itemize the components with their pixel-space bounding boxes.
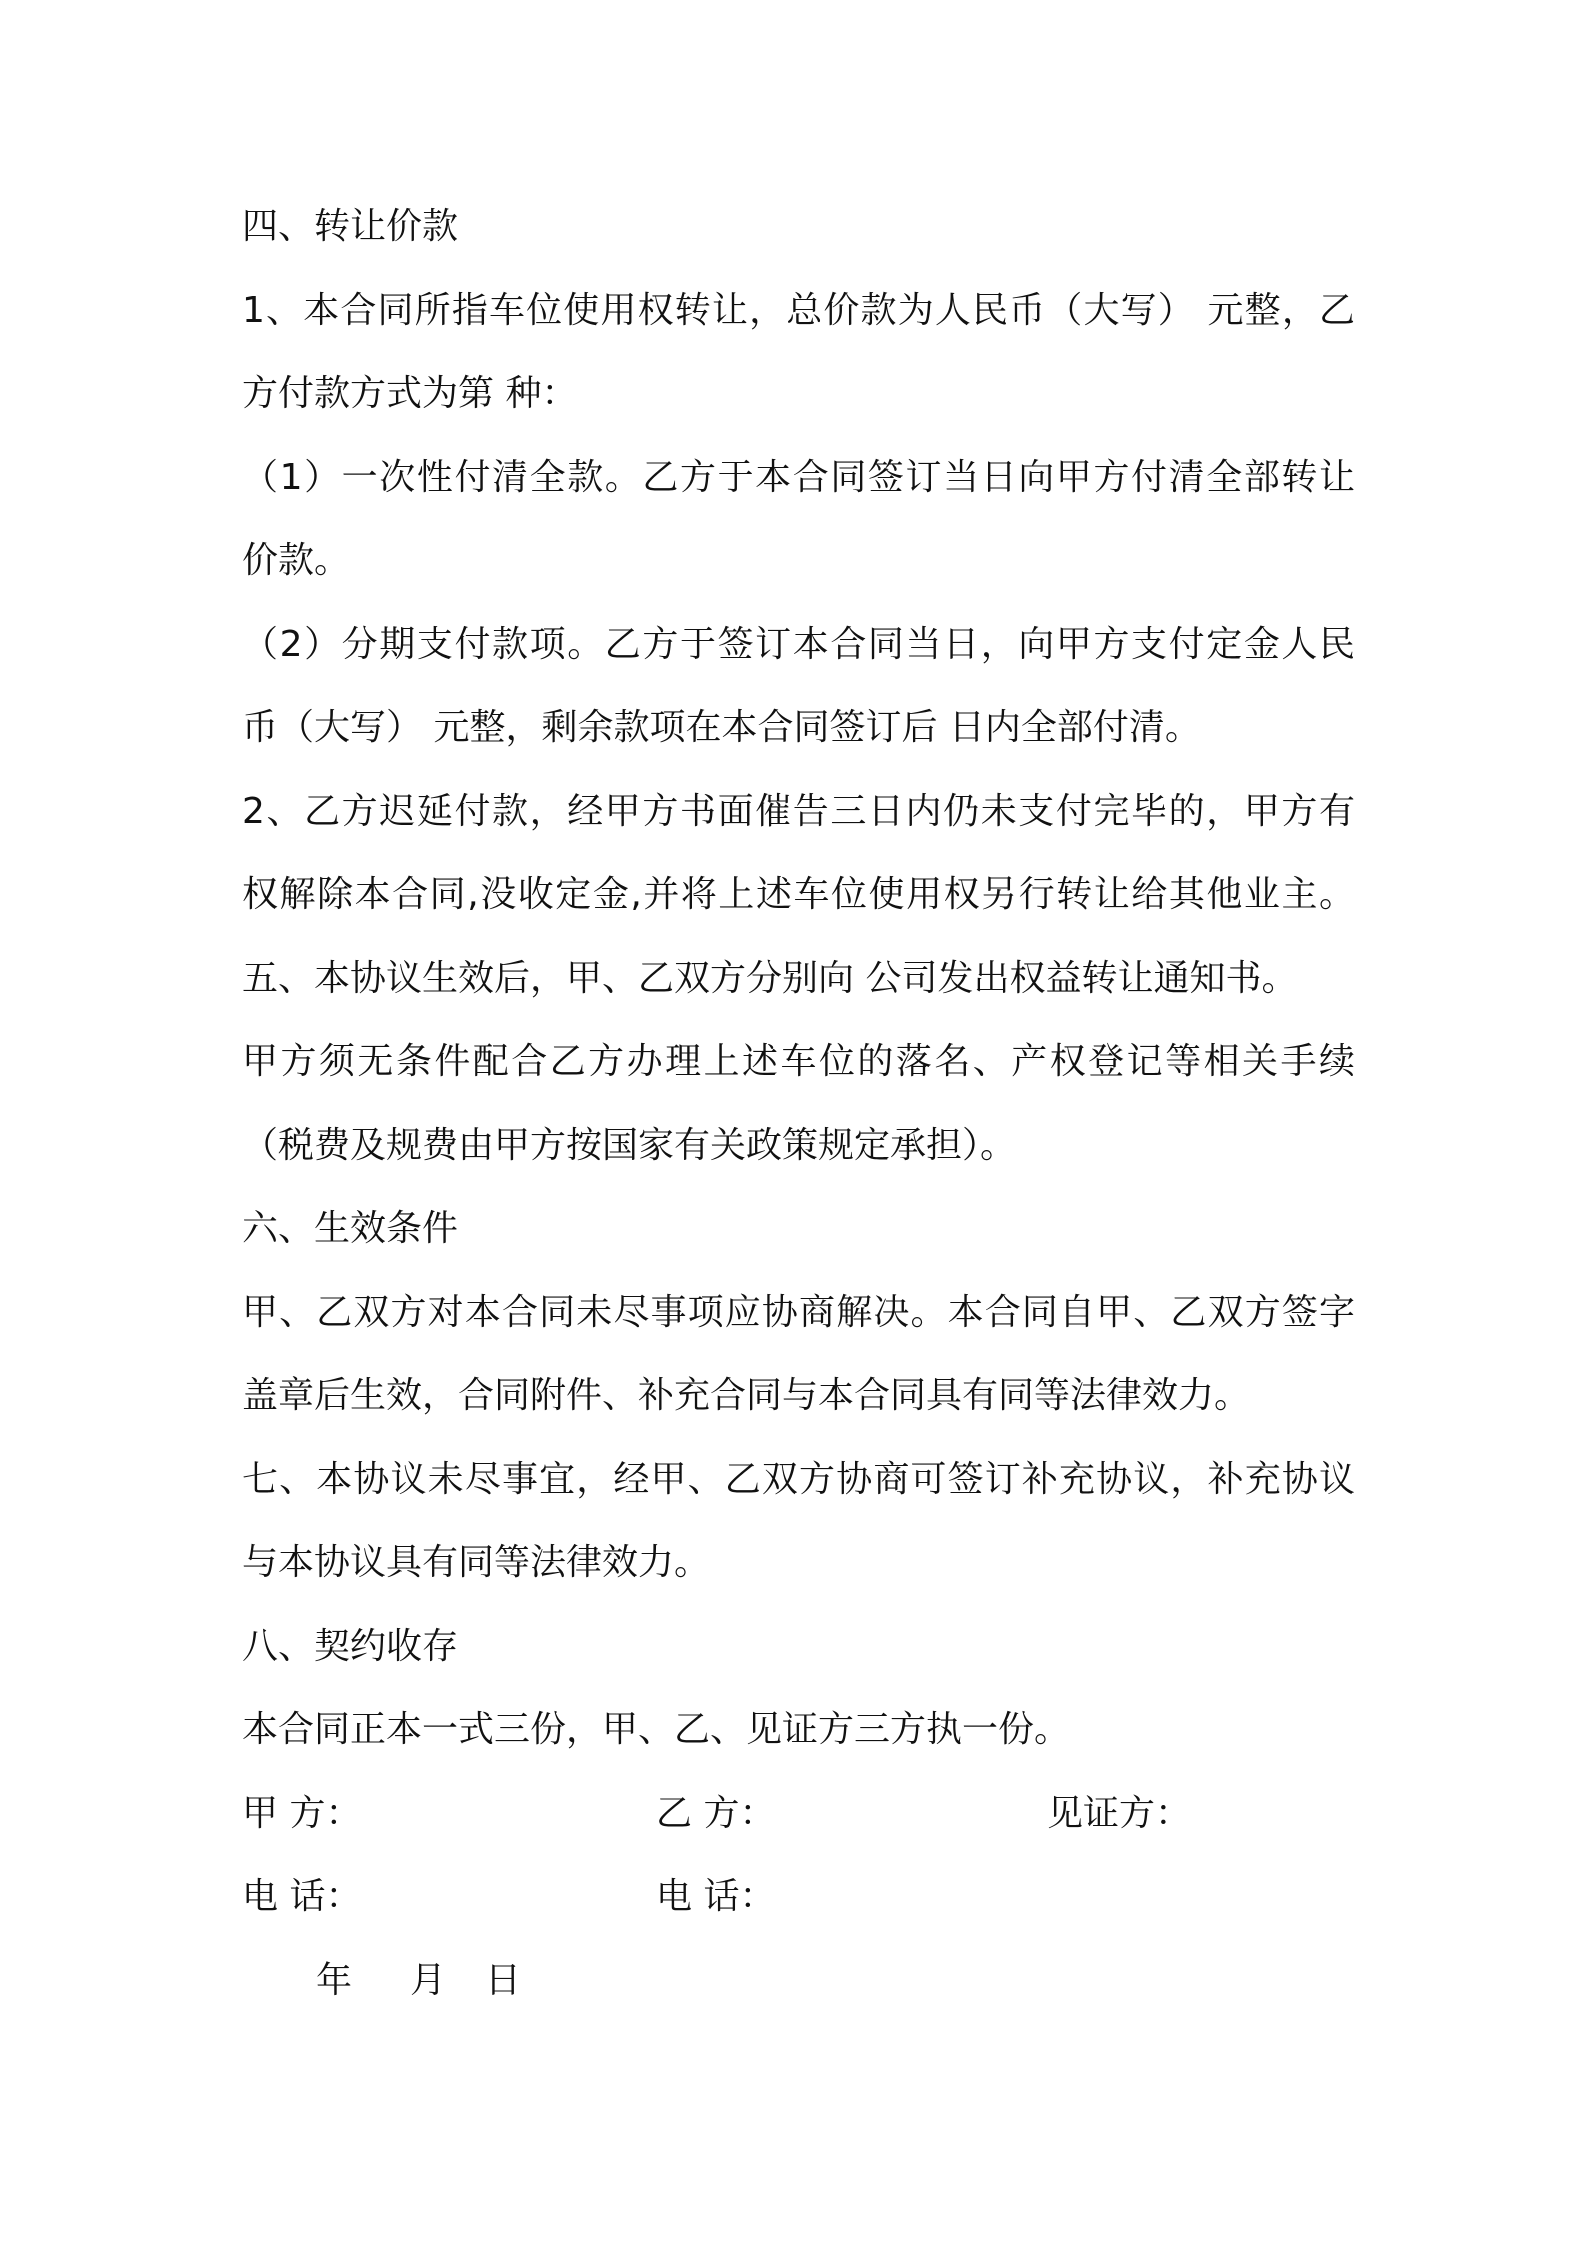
option-1-line-1: （1）一次性付清全款。乙方于本合同签订当日向甲方付清全部转让 <box>242 456 1355 498</box>
phone-b-label: 电 话： <box>656 1876 776 1917</box>
section-8-line-1: 本合同正本一式三份，甲、乙、见证方三方执一份。 <box>242 1709 1071 1750</box>
section-6-line-1: 甲、乙双方对本合同未尽事项应协商解决。本合同自甲、乙双方签字 <box>242 1291 1355 1333</box>
clause-2-line-2: 权解除本合同,没收定金,并将上述车位使用权另行转让给其他业主。 <box>242 874 1355 915</box>
section-6-heading: 六、生效条件 <box>242 1208 459 1249</box>
witness-label: 见证方： <box>1047 1792 1192 1834</box>
clause-1-line-2: 方付款方式为第 种： <box>242 373 578 414</box>
section-5-line-1: 五、本协议生效后，甲、乙双方分别向 公司发出权益转让通知书。 <box>242 957 1298 999</box>
contract-body <box>242 185 1355 2022</box>
date-year-label: 年 <box>316 1959 353 2001</box>
section-5-line-2: 甲方须无条件配合乙方办理上述车位的落名、产权登记等相关手续 <box>242 1041 1355 1082</box>
section-5-line-3: （税费及规费由甲方按国家有关政策规定承担）。 <box>242 1124 1017 1166</box>
clause-1-line-1: 1、本合同所指车位使用权转让，总价款为人民币（大写） 元整，乙 <box>242 289 1355 331</box>
section-6-line-2: 盖章后生效，合同附件、补充合同与本合同具有同等法律效力。 <box>242 1375 1251 1416</box>
option-1-line-2: 价款。 <box>242 540 351 581</box>
party-b-label: 乙 方： <box>656 1792 776 1834</box>
signature-party-row <box>242 1772 1355 1856</box>
option-2-line-1: （2）分期支付款项。乙方于签订本合同当日，向甲方支付定金人民 <box>242 623 1355 665</box>
section-7-line-2: 与本协议具有同等法律效力。 <box>242 1542 711 1583</box>
party-a-label: 甲 方： <box>242 1792 362 1834</box>
date-month-label: 月 <box>410 1959 447 2001</box>
date-day-label: 日 <box>485 1959 522 2001</box>
clause-2-line-1: 2、乙方迟延付款，经甲方书面催告三日内仍未支付完毕的，甲方有 <box>242 790 1355 832</box>
option-2-line-2: 币（大写） 元整，剩余款项在本合同签订后 日内全部付清。 <box>242 707 1201 748</box>
section-7-line-1: 七、本协议未尽事宜，经甲、乙双方协商可签订补充协议，补充协议 <box>242 1458 1355 1500</box>
phone-a-label: 电 话： <box>242 1876 362 1917</box>
section-4-heading: 四、转让价款 <box>242 206 459 247</box>
section-8-heading: 八、契约收存 <box>242 1625 459 1667</box>
signature-phone-row <box>242 1855 1355 1939</box>
date-row <box>242 1939 1355 2023</box>
